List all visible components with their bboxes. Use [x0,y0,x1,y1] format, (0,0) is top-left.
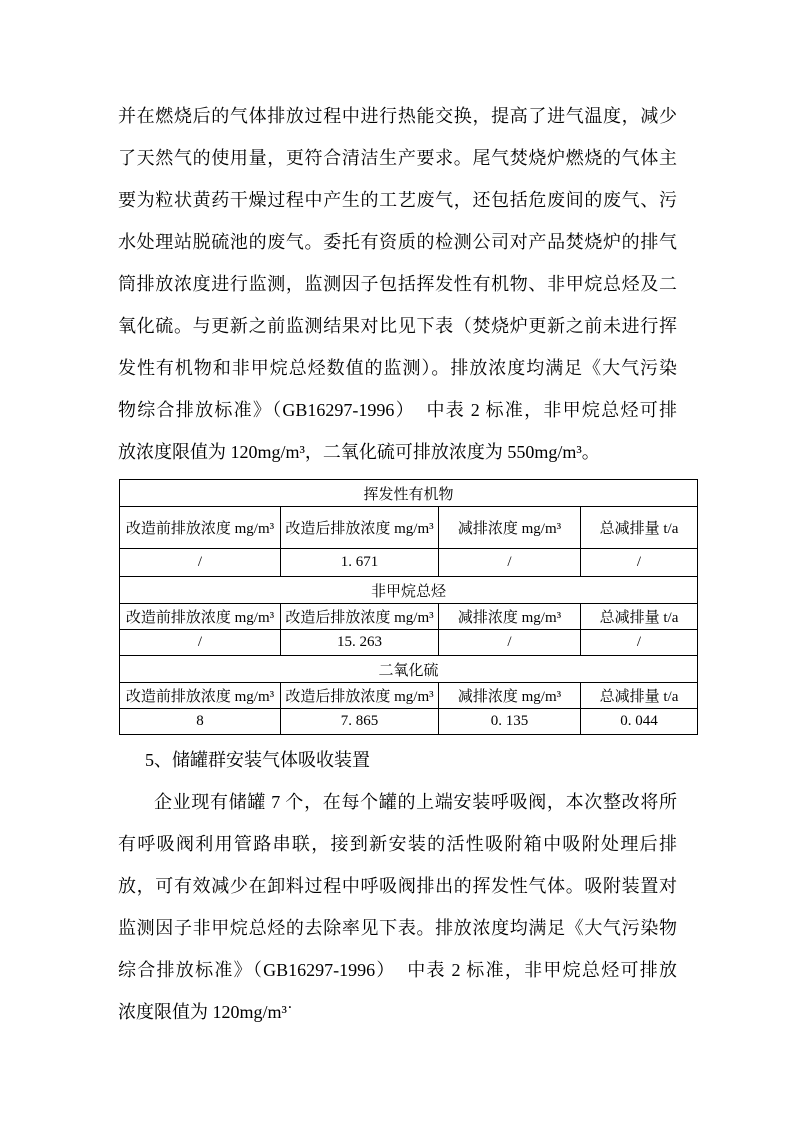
paragraph-line: 发性有机物和非甲烷总烃数值的监测）。排放浓度均满足《大气污染 [118,358,677,378]
table-value-row [120,549,698,577]
table-header-cell: 改造前排放浓度 mg/m³ [120,604,281,630]
table-header-cell: 改造前排放浓度 mg/m³ [120,507,281,549]
paragraph-1 [118,95,677,473]
table-value-cell: / [581,630,698,656]
table-value-cell: 1. 671 [281,549,439,577]
table-value-cell: 0. 044 [581,709,698,735]
paragraph-line: 了天然气的使用量，更符合清洁生产要求。尾气焚烧炉燃烧的气体主 [118,148,677,168]
table-value-cell: / [581,549,698,577]
table-value-cell: 8 [120,709,281,735]
paragraph-line: 要为粒状黄药干燥过程中产生的工艺废气，还包括危废间的废气、污 [118,190,677,210]
table-header-cell: 总减排量 t/a [581,683,698,709]
table-header-cell: 改造后排放浓度 mg/m³ [281,683,439,709]
paragraph-line: 水处理站脱硫池的废气。委托有资质的检测公司对产品焚烧炉的排气 [118,232,677,252]
table-section-title: 挥发性有机物 [120,480,698,507]
table-header-cell: 减排浓度 mg/m³ [439,507,581,549]
table-header-row [120,683,698,709]
table-section-title: 非甲烷总烃 [120,577,698,604]
table-value-cell: / [120,549,281,577]
section-5-heading: 5、储罐群安装气体吸收装置 [145,750,370,770]
table-value-row [120,709,698,735]
paragraph-line: 筒排放浓度进行监测，监测因子包括挥发性有机物、非甲烷总烃及二 [118,274,677,294]
table-header-cell: 改造前排放浓度 mg/m³ [120,683,281,709]
paragraph-line: 放，可有效减少在卸料过程中呼吸阀排出的挥发性气体。吸附装置对 [118,876,677,896]
table-value-cell: 15. 263 [281,630,439,656]
paragraph-line: 有呼吸阀利用管路串联，接到新安装的活性吸附箱中吸附处理后排 [118,834,677,854]
table-value-cell: 0. 135 [439,709,581,735]
table-header-cell: 总减排量 t/a [581,507,698,549]
table-value-cell: / [120,630,281,656]
table-value-cell: / [439,630,581,656]
paragraph-2 [118,781,677,1033]
table-section-row [120,577,698,604]
table-value-cell: / [439,549,581,577]
table-header-cell: 减排浓度 mg/m³ [439,604,581,630]
paragraph-line: 监测因子非甲烷总烃的去除率见下表。排放浓度均满足《大气污染物 [118,918,677,938]
paragraph-line: 氧化硫。与更新之前监测结果对比见下表（焚烧炉更新之前未进行挥 [118,316,677,336]
table-header-cell: 改造后排放浓度 mg/m³ [281,604,439,630]
table-section-row [120,480,698,507]
table-header-cell: 减排浓度 mg/m³ [439,683,581,709]
paragraph-line: 浓度限值为 120mg/m³˙ [118,1002,293,1022]
table-value-row [120,630,698,656]
paragraph-line: 企业现有储罐 7 个，在每个罐的上端安装呼吸阀，本次整改将所 [154,792,677,812]
emissions-comparison-table [119,479,698,735]
paragraph-line: 并在燃烧后的气体排放过程中进行热能交换，提高了进气温度，减少 [118,106,677,126]
paragraph-line: 物综合排放标准》（GB16297-1996） 中表 2 标准，非甲烷总烃可排 [118,400,677,420]
table-header-row [120,604,698,630]
paragraph-line: 综合排放标准》（GB16297-1996） 中表 2 标准，非甲烷总烃可排放 [118,960,677,980]
table-header-row [120,507,698,549]
table-section-title: 二氧化硫 [120,656,698,683]
paragraph-line: 放浓度限值为 120mg/m³，二氧化硫可排放浓度为 550mg/m³。 [118,442,600,462]
table-header-cell: 总减排量 t/a [581,604,698,630]
table-value-cell: 7. 865 [281,709,439,735]
table-header-cell: 改造后排放浓度 mg/m³ [281,507,439,549]
table-section-row [120,656,698,683]
